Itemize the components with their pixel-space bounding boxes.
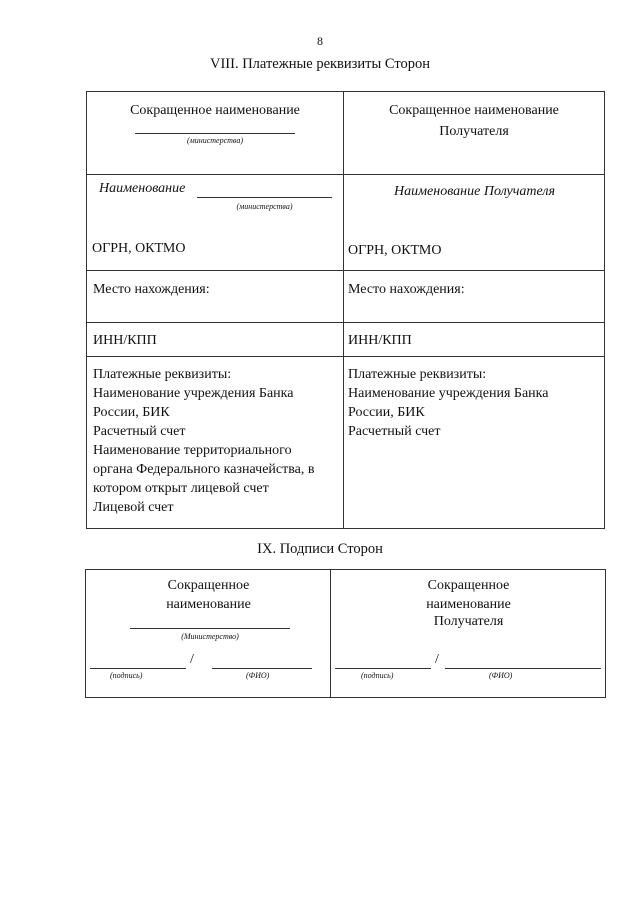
- ministry-location-cell: [87, 271, 344, 323]
- recipient-payment-line: Наименование учреждения Банка: [348, 386, 549, 401]
- ministry-inn-cell: [87, 323, 344, 357]
- recipient-short-name-line2: Получателя: [439, 124, 509, 139]
- ministry-short-name-cell: [87, 92, 344, 175]
- ministry-slash: /: [190, 652, 194, 667]
- ministry-sig-name-line2: наименование: [166, 597, 251, 612]
- ministry-payment-line: Платежные реквизиты:: [93, 367, 232, 382]
- recipient-short-name-cell: [344, 92, 605, 175]
- ministry-payment-line: Расчетный счет: [93, 424, 186, 439]
- recipient-inn-label: ИНН/КПП: [348, 333, 412, 348]
- recipient-signature-line: [335, 668, 431, 669]
- recipient-location-cell: [344, 271, 605, 323]
- recipient-sig-name-line1: Сокращенное: [427, 578, 510, 593]
- recipient-payment-line: Платежные реквизиты:: [348, 367, 487, 382]
- ministry-sig-name-underline: [130, 628, 290, 629]
- ministry-fio-line: [212, 668, 312, 669]
- recipient-slash: /: [435, 652, 439, 667]
- recipient-inn-cell: [344, 323, 605, 357]
- ministry-payment-line: Наименование учреждения Банка: [93, 386, 294, 401]
- ministry-payment-line: России, БИК: [93, 405, 170, 420]
- ministry-payment-line: органа Федерального казначейства, в: [93, 462, 315, 477]
- recipient-sig-name-line2: наименование: [426, 597, 511, 612]
- recipient-payment-list: [344, 365, 604, 441]
- payment-details-table: [86, 91, 605, 529]
- recipient-fio-line: [445, 668, 601, 669]
- ministry-payment-line: котором открыт лицевой счет: [93, 481, 269, 496]
- ministry-sig-caption: (Министерство): [181, 632, 239, 641]
- recipient-payment-line: России, БИК: [348, 405, 425, 420]
- recipient-payment-cell: [344, 357, 605, 529]
- ministry-signature-cell: [86, 570, 331, 698]
- ministry-payment-line: Лицевой счет: [93, 500, 174, 515]
- ministry-location-label: Место нахождения:: [93, 282, 210, 297]
- recipient-sign-caption: (подпись): [361, 671, 394, 680]
- recipient-name-label: Наименование Получателя: [393, 184, 555, 199]
- ministry-sign-caption: (подпись): [110, 671, 143, 680]
- ministry-sig-name-line1: Сокращенное: [167, 578, 250, 593]
- recipient-location-label: Место нахождения:: [348, 282, 465, 297]
- section-8-title: VIII. Платежные реквизиты Сторон: [210, 56, 430, 72]
- ministry-payment-cell: [87, 357, 344, 529]
- ministry-short-name-line: [135, 133, 295, 134]
- recipient-signature-cell: [331, 570, 606, 698]
- recipient-name-cell: [344, 175, 605, 271]
- recipient-ogrn-label: ОГРН, ОКТМО: [348, 243, 442, 258]
- ministry-inn-label: ИНН/КПП: [93, 333, 157, 348]
- ministry-name-line: [197, 197, 332, 198]
- ministry-signature-line: [90, 668, 186, 669]
- page-number: 8: [317, 34, 323, 48]
- ministry-name-caption: (министерства): [236, 202, 293, 211]
- section-9-title: IX. Подписи Сторон: [257, 541, 383, 557]
- recipient-sig-name-line3: Получателя: [433, 614, 504, 629]
- ministry-caption: (министерства): [186, 136, 244, 145]
- recipient-short-name-line1: Сокращенное наименование: [389, 103, 559, 118]
- ministry-ogrn-label: ОГРН, ОКТМО: [92, 241, 186, 256]
- recipient-fio-caption: (ФИО): [489, 671, 513, 680]
- ministry-name-cell: [87, 175, 344, 271]
- recipient-payment-line: Расчетный счет: [348, 424, 441, 439]
- signatures-table: [85, 569, 606, 698]
- ministry-fio-caption: (ФИО): [246, 671, 270, 680]
- ministry-payment-list: [87, 365, 343, 517]
- ministry-short-name-label: Сокращенное наименование: [130, 103, 300, 118]
- ministry-payment-line: Наименование территориального: [93, 443, 292, 458]
- ministry-name-label: Наименование: [99, 181, 186, 196]
